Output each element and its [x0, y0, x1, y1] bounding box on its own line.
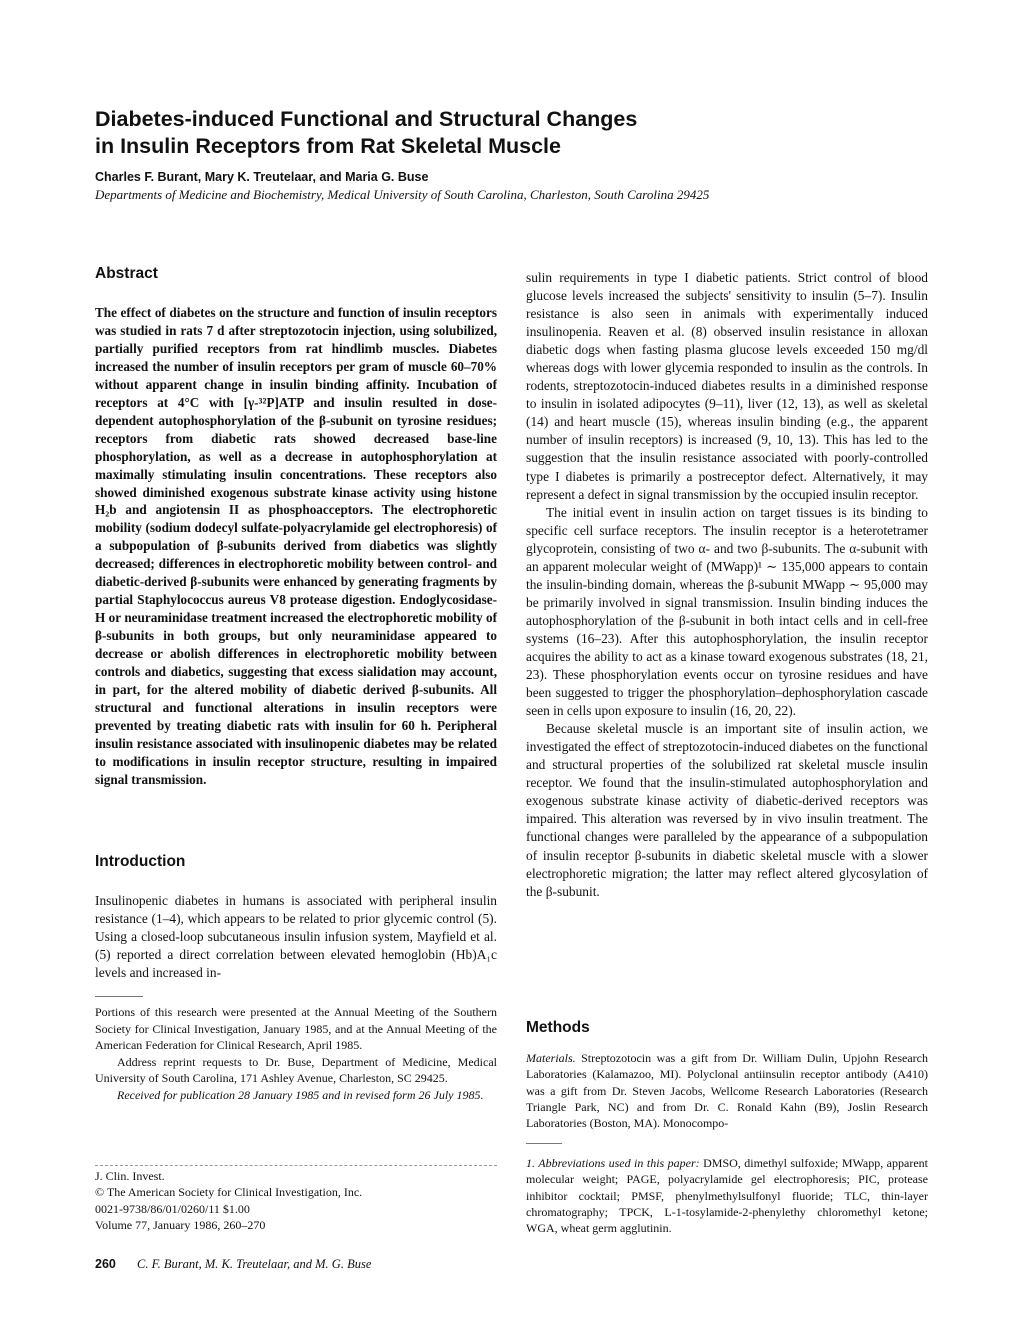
journal-info	[95, 1168, 362, 1234]
title-line-1: Diabetes-induced Functional and Structural Changes	[95, 107, 638, 131]
abstract-body	[95, 304, 497, 789]
journal-name: J. Clin. Invest.	[95, 1169, 165, 1183]
methods-materials-paragraph	[526, 1050, 928, 1131]
methods-heading: Methods	[526, 1019, 590, 1036]
abstract-text: The effect of diabetes on the structure and function of insulin receptors was studied in rats 7 d after streptozotocin injection, using solubilized, partially purified receptors from rat hindlimb muscles. Diabetes increased the number of insulin receptors per gram of muscle 60–70% without apparent change in insulin binding affinity. Incubation of receptors at 4°C with [γ-³²P]ATP and insulin resulted in dose-dependent autophosphorylation of the β-subunit on tyrosine residues; receptors from diabetic rats showed decreased base-line phosphorylation, as well as a decrease in autophosphorylation at maximally stimulating insulin concentrations. These receptors also showed diminished exogenous substrate kinase activity using histone H₂b and angiotensin II as phosphoacceptors. The electrophoretic mobility (sodium dodecyl sulfate-polyacrylamide gel electrophoresis) of a subpopulation of β-subunits derived from diabetics was slightly decreased; differences in electrophoretic mobility between control- and diabetic-derived β-subunits were enhanced by generating fragments by partial Staphylococcus aureus V8 protease digestion. Endoglycosidase-H or neuraminidase treatment increased the electrophoretic mobility of β-subunits in both groups, but only neuraminidase appeared to decrease or abolish differences in electrophoretic mobility between controls and diabetics, suggesting that excess sialidation may account, in part, for the altered mobility of diabetic derived β-subunits. All structural and functional alterations in insulin receptors were prevented by treating diabetic rats with insulin for 60 h. Peripheral insulin resistance associated with insulinopenic diabetes may be related to modifications in insulin receptor structure, resulting in impaired signal transmission.	[95, 305, 497, 787]
introduction-paragraph-1: Insulinopenic diabetes in humans is associated with peripheral insulin resistance (1–4), which appears to be related to prior glycemic control (5). Using a closed-loop subcutaneous insulin infusion system, Mayfield et al. (5) reported a direct correlation between elevated hemoglobin (Hb)A₁c levels and increased in-	[95, 893, 497, 981]
affiliation: Departments of Medicine and Biochemistry, Medical University of South Carolina, Charleston, South Carolina 29425	[95, 187, 710, 202]
author-list: Charles F. Burant, Mary K. Treutelaar, and Maria G. Buse	[95, 170, 429, 184]
article-title	[95, 106, 895, 160]
journal-copyright: © The American Society for Clinical Investigation, Inc.	[95, 1185, 363, 1200]
article-footnotes	[95, 1004, 497, 1103]
introduction-left-column	[95, 892, 497, 982]
abstract-heading: Abstract	[95, 265, 158, 282]
journal-issn: 0021-9738/86/01/0260/11 $1.00	[95, 1201, 250, 1216]
abbreviations-text: DMSO, dimethyl sulfoxide; MWapp, apparent molecular weight; PAGE, polyacrylamide gel electrophoresis; PIC, protease inhibitor cocktail; PMSF, phenylmethylsulfonyl fluoride; TLC, thin-layer chromatography; TPCK, L-1-tosylamide-2-phenylethy chloromethyl ketone; WGA, wheat germ agglutinin.	[526, 1156, 928, 1236]
footnote-received: Received for publication 28 January 1985 and in revised form 26 July 1985.	[117, 1087, 484, 1102]
page-number: 260	[95, 1257, 116, 1271]
materials-text: Streptozotocin was a gift from Dr. William Dulin, Upjohn Research Laboratories (Kalamazoo, MI). Polyclonal antiinsulin receptor antibody (A410) was a gift from Dr. Steven Jacobs, Wellcome Research Laboratories (Research Triangle Park, NC) and from Dr. C. Ronald Kahn (B9), Joslin Research Laboratories (Boston, MA). Monocompo-	[526, 1051, 928, 1131]
introduction-heading: Introduction	[95, 853, 186, 870]
journal-info-divider	[95, 1165, 497, 1166]
methods-body	[526, 1050, 928, 1131]
title-line-2: in Insulin Receptors from Rat Skeletal Muscle	[95, 134, 561, 158]
introduction-paragraph-3: Because skeletal muscle is an important site of insulin action, we investigated the effect of streptozotocin-induced diabetes on the functional and structural properties of the solubilized rat skeletal muscle insulin receptor. We found that the insulin-stimulated autophosphorylation and exogenous substrate kinase activity of diabetic-derived receptors was impaired. This alteration was reversed by in vivo insulin treatment. The functional changes were paralleled by the appearance of a subpopulation of insulin receptor β-subunits in diabetic skeletal muscle with a slower electrophoretic migration; the latter may reflect altered glycosylation of the β-subunit.	[526, 721, 928, 899]
introduction-right-column	[526, 269, 928, 901]
footer-authors: C. F. Burant, M. K. Treutelaar, and M. G. Buse	[136, 1257, 372, 1271]
abbreviations-footnote	[526, 1155, 928, 1236]
introduction-paragraph-1-continued: sulin requirements in type I diabetic patients. Strict control of blood glucose levels increased the subjects' sensitivity to insulin (5–7). Insulin resistance is also seen in animals with experimentally induced insulinopenia. Reaven et al. (8) observed insulin resistance in alloxan diabetic dogs when fasting plasma glucose levels exceeded 150 mg/dl whereas dogs with lower glycemia responded to insulin as the controls. In rodents, streptozotocin-induced diabetes results in a diminished response to insulin in isolated adipocytes (9–11), liver (12, 13), as well as skeletal (14) and heart muscle (15), whereas insulin binding (e.g., the apparent number of insulin receptors) is increased (9, 10, 13). This has led to the suggestion that the insulin resistance associated with poorly-controlled type I diabetes is primarily a postreceptor defect. Alternatively, it may represent a defect in signal transmission by the occupied insulin receptor.	[526, 270, 928, 502]
footnote-divider	[95, 996, 143, 997]
page-footer	[95, 1257, 371, 1272]
footnote-presentation: Portions of this research were presented at the Annual Meeting of the Southern Society for Clinical Investigation, January 1985, and at the Annual Meeting of the American Federation for Clinical Research, April 1985.	[95, 1005, 497, 1052]
footnote-reprint: Address reprint requests to Dr. Buse, Department of Medicine, Medical University of South Carolina, 171 Ashley Avenue, Charleston, SC 29425.	[95, 1054, 497, 1085]
journal-volume: Volume 77, January 1986, 260–270	[95, 1218, 266, 1233]
materials-label: Materials.	[526, 1051, 576, 1065]
abbreviation-footnote-divider	[526, 1143, 562, 1144]
abbreviations-label: 1. Abbreviations used in this paper:	[526, 1156, 700, 1170]
introduction-paragraph-2: The initial event in insulin action on target tissues is its binding to specific cell surface receptors. The insulin receptor is a heterotetramer glycoprotein, consisting of two α- and two β-subunits. The α-subunit with an apparent molecular weight of (MWapp)¹ ∼ 135,000 appears to contain the insulin-binding domain, whereas the β-subunit MWapp ∼ 95,000 may be primarily involved in signal transmission. Insulin binding induces the autophosphorylation of the β-subunit in both intact cells and in cell-free systems (16–23). After this autophosphorylation, the insulin receptor acquires the ability to act as a kinase toward exogenous substrates (18, 21, 23). These phosphorylation events occur on tyrosine residues and have been suggested to trigger the phosphorylation–dephosphorylation cascade seen in cells upon exposure to insulin (16, 20, 22).	[526, 504, 928, 719]
